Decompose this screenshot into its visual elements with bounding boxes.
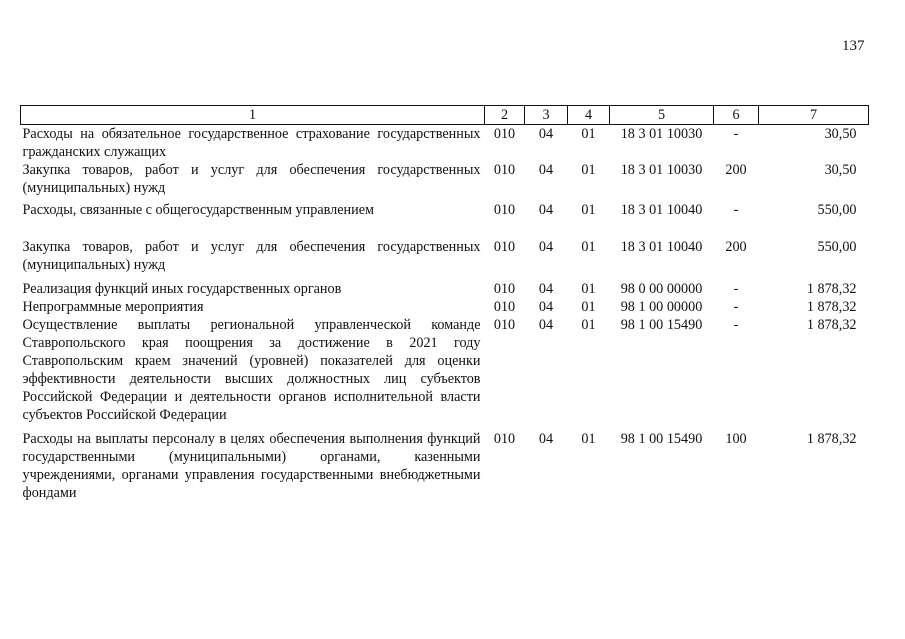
ministry-code: 010 bbox=[493, 126, 516, 142]
section-code: 04 bbox=[538, 126, 554, 142]
subsection-code: 01 bbox=[581, 202, 596, 218]
target-article-code: 98 1 00 15490 bbox=[620, 431, 703, 447]
table-row bbox=[21, 298, 869, 316]
amount: 1 878,32 bbox=[806, 431, 857, 447]
subsection-code: 01 bbox=[581, 239, 596, 255]
ministry-code: 010 bbox=[493, 281, 516, 297]
section-code: 04 bbox=[538, 239, 554, 255]
expense-name: Осуществление выплаты региональной управленческой команде Ставропольского края поощрения за достижение в 2021 году Ставропольским краем значений (уровней) показателей для оценки эффективности деятельности высших должностных лиц субъектов Российской Федерации и деятельности органов исполнительной власти субъектов Российской Федерации bbox=[22, 317, 481, 423]
table-row bbox=[21, 238, 869, 280]
column-header: 1 bbox=[21, 106, 485, 125]
page-number: 137 bbox=[842, 38, 865, 54]
amount: 1 878,32 bbox=[806, 317, 857, 333]
ministry-code: 010 bbox=[493, 317, 516, 333]
expense-type-code: - bbox=[733, 126, 739, 142]
expense-type-code: - bbox=[733, 281, 739, 297]
amount: 1 878,32 bbox=[806, 281, 857, 297]
column-header: 2 bbox=[485, 106, 525, 125]
target-article-code: 18 3 01 10040 bbox=[620, 239, 703, 255]
ministry-code: 010 bbox=[493, 202, 516, 218]
table-header-row bbox=[21, 106, 869, 125]
target-article-code: 18 3 01 10030 bbox=[620, 162, 703, 178]
expense-type-code: 200 bbox=[725, 162, 747, 178]
table-row bbox=[21, 161, 869, 201]
target-article-code: 18 3 01 10030 bbox=[620, 126, 703, 142]
table-row bbox=[21, 430, 869, 502]
expense-type-code: - bbox=[733, 317, 739, 333]
expense-name: Реализация функций иных государственных органов bbox=[22, 281, 342, 297]
column-header: 5 bbox=[610, 106, 714, 125]
expense-type-code: - bbox=[733, 299, 739, 315]
expense-type-code: - bbox=[733, 202, 739, 218]
column-header: 3 bbox=[525, 106, 568, 125]
table-row bbox=[21, 316, 869, 430]
expense-name: Расходы на выплаты персоналу в целях обеспечения выполнения функций государственными (муниципальными) органами, казенными учреждениями, органами управления государственными внебюджетными фондами bbox=[22, 431, 481, 501]
target-article-code: 18 3 01 10040 bbox=[620, 202, 703, 218]
budget-table bbox=[20, 105, 869, 502]
section-code: 04 bbox=[538, 202, 554, 218]
section-code: 04 bbox=[538, 281, 554, 297]
amount: 550,00 bbox=[817, 239, 857, 255]
table-row bbox=[21, 280, 869, 298]
expense-type-code: 200 bbox=[725, 239, 747, 255]
ministry-code: 010 bbox=[493, 239, 516, 255]
table-row bbox=[21, 125, 869, 162]
target-article-code: 98 0 00 00000 bbox=[620, 281, 703, 297]
section-code: 04 bbox=[538, 317, 554, 333]
section-code: 04 bbox=[538, 162, 554, 178]
ministry-code: 010 bbox=[493, 162, 516, 178]
expense-name: Закупка товаров, работ и услуг для обеспечения государственных (муниципальных) нужд bbox=[22, 162, 481, 196]
column-header: 4 bbox=[568, 106, 610, 125]
subsection-code: 01 bbox=[581, 431, 596, 447]
amount: 30,50 bbox=[824, 126, 857, 142]
ministry-code: 010 bbox=[493, 431, 516, 447]
amount: 550,00 bbox=[817, 202, 857, 218]
expense-name: Расходы на обязательное государственное страхование государственных гражданских служащих bbox=[22, 126, 481, 160]
amount: 30,50 bbox=[824, 162, 857, 178]
target-article-code: 98 1 00 15490 bbox=[620, 317, 703, 333]
expense-name: Расходы, связанные с общегосударственным управлением bbox=[22, 202, 374, 218]
expense-name: Закупка товаров, работ и услуг для обеспечения государственных (муниципальных) нужд bbox=[22, 239, 481, 273]
target-article-code: 98 1 00 00000 bbox=[620, 299, 703, 315]
subsection-code: 01 bbox=[581, 281, 596, 297]
column-header: 6 bbox=[714, 106, 759, 125]
ministry-code: 010 bbox=[493, 299, 516, 315]
subsection-code: 01 bbox=[581, 317, 596, 333]
expense-type-code: 100 bbox=[725, 431, 747, 447]
table-row bbox=[21, 201, 869, 238]
section-code: 04 bbox=[538, 299, 554, 315]
section-code: 04 bbox=[538, 431, 554, 447]
subsection-code: 01 bbox=[581, 162, 596, 178]
amount: 1 878,32 bbox=[806, 299, 857, 315]
expense-name: Непрограммные мероприятия bbox=[22, 299, 204, 315]
subsection-code: 01 bbox=[581, 126, 596, 142]
subsection-code: 01 bbox=[581, 299, 596, 315]
column-header: 7 bbox=[759, 106, 869, 125]
